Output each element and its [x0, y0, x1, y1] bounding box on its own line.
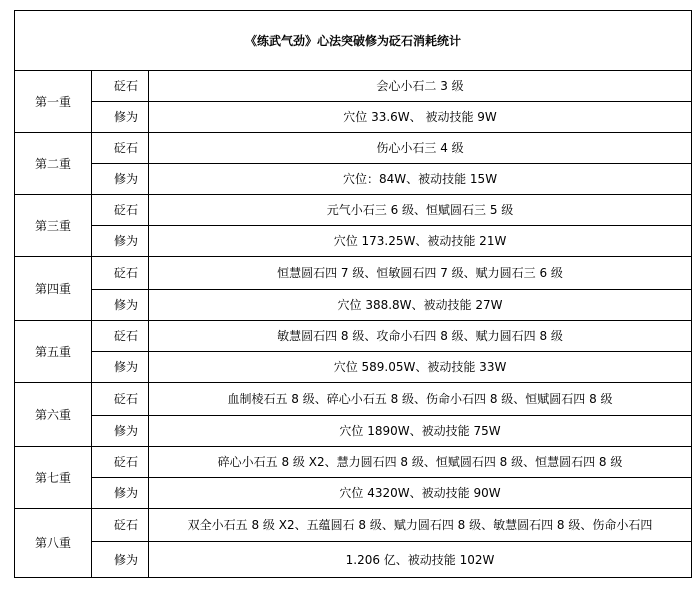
row-kind-label: 砭石 [92, 321, 149, 352]
cultivation-requirement: 穴位 4320W、被动技能 90W [149, 478, 692, 509]
table-row [15, 290, 692, 321]
row-kind-label: 修为 [92, 352, 149, 383]
stone-requirement: 伤心小石三 4 级 [149, 133, 692, 164]
tier-label: 第七重 [15, 447, 92, 509]
stone-requirement: 会心小石二 3 级 [149, 71, 692, 102]
row-kind-label: 修为 [92, 416, 149, 447]
row-kind-label: 砭石 [92, 383, 149, 416]
row-kind-label: 砭石 [92, 509, 149, 542]
table-row [15, 71, 692, 102]
row-kind-label: 砭石 [92, 195, 149, 226]
tier-label: 第六重 [15, 383, 92, 447]
stone-requirement: 血制棱石五 8 级、碎心小石五 8 级、伤命小石四 8 级、恒赋圆石四 8 级 [149, 383, 692, 416]
table-row [15, 102, 692, 133]
row-kind-label: 修为 [92, 226, 149, 257]
stone-requirement: 碎心小石五 8 级 X2、慧力圆石四 8 级、恒赋圆石四 8 级、恒慧圆石四 8 级 [149, 447, 692, 478]
table-row [15, 352, 692, 383]
table-row [15, 542, 692, 578]
stone-requirement: 恒慧圆石四 7 级、恒敏圆石四 7 级、赋力圆石三 6 级 [149, 257, 692, 290]
cultivation-requirement: 穴位 1890W、被动技能 75W [149, 416, 692, 447]
tier-label: 第八重 [15, 509, 92, 578]
cultivation-requirement: 穴位 388.8W、被动技能 27W [149, 290, 692, 321]
tier-label: 第四重 [15, 257, 92, 321]
row-kind-label: 砭石 [92, 257, 149, 290]
tier-label: 第三重 [15, 195, 92, 257]
table-row [15, 257, 692, 290]
cultivation-requirement: 1.206 亿、被动技能 102W [149, 542, 692, 578]
row-kind-label: 修为 [92, 164, 149, 195]
table-row [15, 383, 692, 416]
row-kind-label: 修为 [92, 102, 149, 133]
cultivation-requirement: 穴位 33.6W、 被动技能 9W [149, 102, 692, 133]
table-row [15, 416, 692, 447]
tier-rows [15, 71, 692, 578]
cultivation-requirement: 穴位 589.05W、被动技能 33W [149, 352, 692, 383]
stone-requirement: 元气小石三 6 级、恒赋圆石三 5 级 [149, 195, 692, 226]
table-row [15, 509, 692, 542]
tier-label: 第二重 [15, 133, 92, 195]
table-row [15, 133, 692, 164]
row-kind-label: 砭石 [92, 71, 149, 102]
table-row [15, 447, 692, 478]
cultivation-requirement: 穴位 173.25W、被动技能 21W [149, 226, 692, 257]
table-row [15, 321, 692, 352]
table-title: 《练武气劲》心法突破修为砭石消耗统计 [15, 11, 692, 71]
table-row [15, 164, 692, 195]
row-kind-label: 修为 [92, 290, 149, 321]
row-kind-label: 修为 [92, 542, 149, 578]
row-kind-label: 修为 [92, 478, 149, 509]
stone-requirement: 双全小石五 8 级 X2、五蕴圆石 8 级、赋力圆石四 8 级、敏慧圆石四 8 级、伤命小石四 [149, 509, 692, 542]
stone-cost-table [14, 10, 692, 578]
row-kind-label: 砭石 [92, 447, 149, 478]
tier-label: 第五重 [15, 321, 92, 383]
row-kind-label: 砭石 [92, 133, 149, 164]
stone-requirement: 敏慧圆石四 8 级、攻命小石四 8 级、赋力圆石四 8 级 [149, 321, 692, 352]
table-row [15, 226, 692, 257]
table-row [15, 195, 692, 226]
cultivation-requirement: 穴位：84W、被动技能 15W [149, 164, 692, 195]
tier-label: 第一重 [15, 71, 92, 133]
table-row [15, 478, 692, 509]
